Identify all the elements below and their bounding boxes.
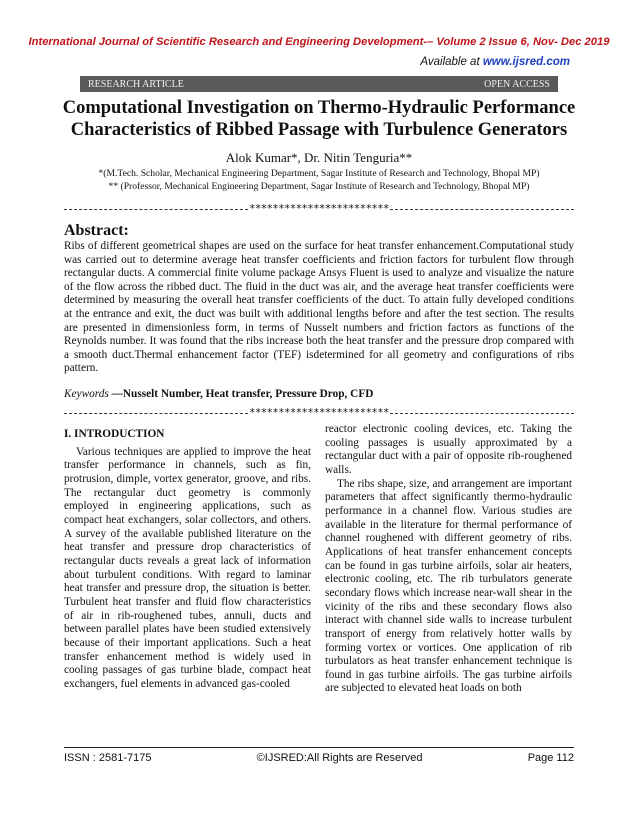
available-label: Available at [420,56,480,68]
separator-stars: ************************ [249,204,389,214]
separator-bottom [64,408,574,418]
keywords-line [64,388,574,400]
right-column [325,423,572,696]
availability-line [420,56,570,68]
section-heading-introduction: I. INTRODUCTION [64,428,165,440]
footer-page-number: Page 112 [527,752,574,764]
footer-copyright: ©IJSRED:All Rights are Reserved [256,752,423,764]
intro-paragraph-1: Various techniques are applied to improve the heat transfer performance in channels, such as fin, protrusion, dimple, vortex generator, groove, and ribs. The rectangular duct geometry is commonly employed in engineering applications, such as compact heat exchangers, solar collectors, and others. A survey of the available published literature on the heat transfer and pressure drop characteristics of rectangular ducts reveals a great lack of information about turbulent conditions. With regard to laminar heat transfer and pressure drop, the situation is better. Turbulent heat transfer and fluid flow characteristics of air in rib-roughened tubes, annuli, ducts and between parallel plates have been studied extensively because of their important applications. Such a heat transfer enhancement method is widely used in cooling passages of gas turbine blade, compact heat exchangers, fuel elements in advanced gas-cooled [64,445,311,690]
article-type-banner [80,76,558,92]
article-type-label: RESEARCH ARTICLE [88,78,184,90]
separator-dash [64,413,248,414]
separator-stars: ************************ [249,408,389,418]
affiliation-1: *(M.Tech. Scholar, Mechanical Engineering Department, Sagar Institute of Research and Technology, Bhopal MP) [98,168,540,179]
affiliation-2: ** (Professor, Mechanical Engineering Department, Sagar Institute of Research and Technology, Bhopal MP) [108,181,530,192]
separator-dash [390,209,574,210]
page-footer [64,752,574,764]
journal-url-link[interactable]: www.ijsred.com [482,56,570,68]
access-label: OPEN ACCESS [484,78,550,90]
paper-title: Computational Investigation on Thermo-Hydraulic Performance Characteristics of Ribbed Passage with Turbulence Generators [62,98,576,140]
separator-dash [390,413,574,414]
keywords-label: Keywords [64,388,109,400]
abstract-text: Ribs of different geometrical shapes are used on the surface for heat transfer enhancement.Computational study was carried out to determine average heat transfer coefficients and friction factors for turbulent flow through rectangular ducts. A commercial finite volume package Ansys Fluent is used to analyze and visualize the nature of the flow across the ribbed duct. The fluid in the duct was air, and the average heat transfer coefficients were determined by measuring the overall heat transfer coefficients of the duct. To attain fully developed conditions at the entrance and exit, the duct was built with additional lengths before and after the test section. The results are presented in dimensionless form, in terms of Nusselt numbers and friction factors as functions of the Reynolds number. It was found that the ribs increase both the heat transfer and the pressure drop compared with a smooth duct.Thermal enhancement factor (TEF) isdetermined for all geometry and configurations of ribs pattern. [64,240,574,375]
separator-dash [64,209,248,210]
abstract-heading: Abstract: [64,222,129,239]
authors: Alok Kumar*, Dr. Nitin Tenguria** [225,150,413,165]
intro-paragraph-3: The ribs shape, size, and arrangement are important parameters that affect significantly thermo-hydraulic performance in a channel flow. Various studies are available in the literature for thermal performance of channel roughened with different geometry of ribs. Applications of heat transfer enhancement concepts can be found in gas turbine airfoils, solar air heaters, electronic cooling, etc. The rib turbulators generate secondary flows which increase near-wall shear in the vicinity of the ribs and these secondary flows also interact with channel side walls to increase turbulent transport of energy from relatively hotter walls by forming vortex or vortices. One application of rib turbulators as heat transfer enhancement technique is found in gas turbine airfoils. The gas turbine airfoils are subjected to elevated heat loads on both [325,477,572,695]
left-column [64,423,311,691]
journal-header: International Journal of Scientific Research and Engineering Development-– Volume 2 Issue 6, Nov- Dec 2019 [28,36,610,48]
footer-issn: ISSN : 2581-7175 [64,752,152,764]
separator-top [64,204,574,214]
intro-paragraph-2: reactor electronic cooling devices, etc. Taking the cooling passages is usually approximated by a rectangular duct with a pair of opposite rib-roughened walls. [325,423,572,476]
keywords-value: —Nusselt Number, Heat transfer, Pressure Drop, CFD [108,388,374,400]
footer-divider [64,747,574,748]
